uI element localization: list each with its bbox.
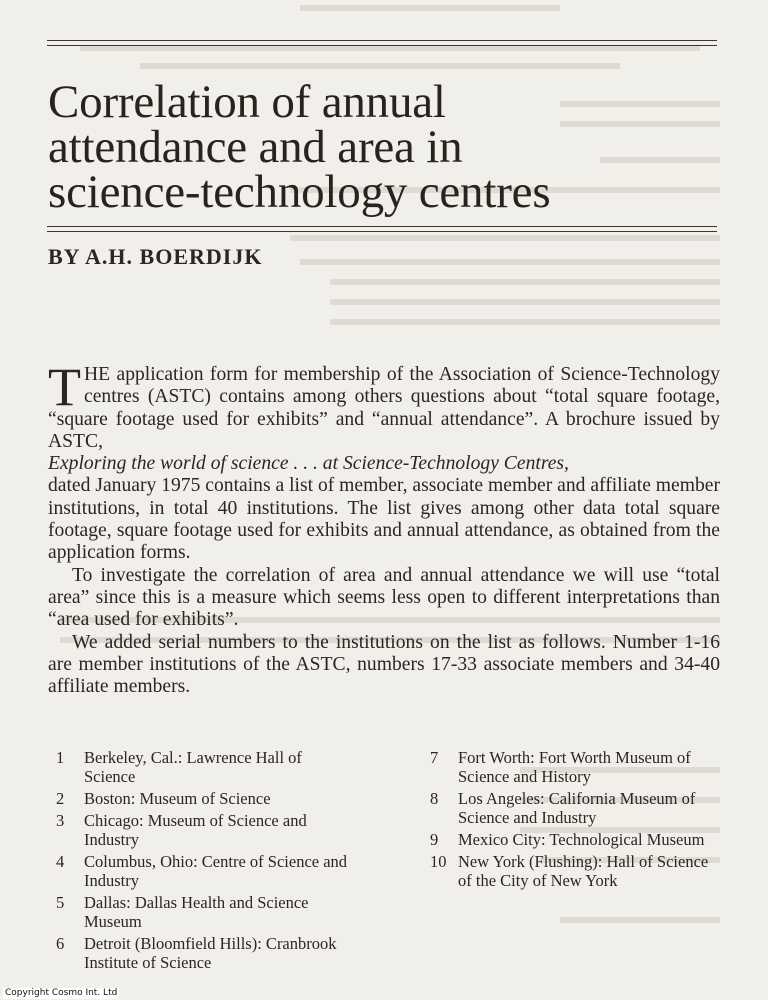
item-number: 8 xyxy=(430,789,439,808)
list-item xyxy=(48,934,348,972)
item-text: Detroit (Bloomfield Hills): Cranbrook Institute of Science xyxy=(84,934,337,972)
item-number: 10 xyxy=(430,852,447,871)
brochure-title: Exploring the world of science . . . at Science-Technology Centres, xyxy=(48,453,569,475)
list-item xyxy=(420,852,720,890)
paragraph-1-text: HE application form for membership of the Association of Science-Technology centres (ASTC) contains among others questions about “total square footage, “square footage used for exhibits” and “annual attendance”. A brochure issued by ASTC, xyxy=(48,364,720,452)
item-text: New York (Flushing): Hall of Science of the City of New York xyxy=(458,852,709,890)
item-number: 7 xyxy=(430,748,439,767)
list-item xyxy=(420,748,720,786)
item-number: 5 xyxy=(56,893,65,912)
article-title xyxy=(48,76,718,218)
list-item xyxy=(48,852,348,890)
item-text: Chicago: Museum of Science and Industry xyxy=(84,811,307,849)
item-text: Columbus, Ohio: Centre of Science and Industry xyxy=(84,852,348,890)
paragraph-1-end: dated January 1975 contains a list of member, associate member and affiliate member institutions, in total 40 institutions. The list gives among other data total square footage, square footage used for exhibits and annual attendance, as obtained from the application forms. xyxy=(48,475,720,564)
item-number: 6 xyxy=(56,934,65,953)
top-rule-1 xyxy=(47,40,717,41)
paragraph-1 xyxy=(48,357,720,565)
item-text: Mexico City: Technological Museum xyxy=(458,830,705,849)
item-text: Fort Worth: Fort Worth Museum of Science and History xyxy=(458,748,691,786)
list-item xyxy=(48,811,348,849)
item-number: 1 xyxy=(56,748,65,767)
institution-list-right-column xyxy=(420,748,720,893)
title-line-2: attendance and area in xyxy=(48,121,463,173)
institution-list-left-column xyxy=(48,748,348,975)
item-text: Boston: Museum of Science xyxy=(84,789,271,808)
paragraph-2: To investigate the correlation of area and annual attendance we will use “total area” since this is a measure which seems less open to different interpretations than “area used for exhibits”. xyxy=(48,564,720,631)
title-line-1: Correlation of annual xyxy=(48,76,446,128)
title-rule-2 xyxy=(47,231,717,232)
item-number: 9 xyxy=(430,830,439,849)
item-text: Los Angeles: California Museum of Science and Industry xyxy=(458,789,696,827)
title-rule-1 xyxy=(47,226,717,227)
item-text: Dallas: Dallas Health and Science Museum xyxy=(84,893,309,931)
copyright-watermark: Copyright Cosmo Int. Ltd xyxy=(5,988,118,998)
item-text: Berkeley, Cal.: Lawrence Hall of Science xyxy=(84,748,302,786)
item-number: 2 xyxy=(56,789,65,808)
list-item xyxy=(48,789,348,808)
item-number: 4 xyxy=(56,852,65,871)
top-rule-2 xyxy=(47,45,717,46)
list-item xyxy=(420,789,720,827)
paragraph-3: We added serial numbers to the institutions on the list as follows. Number 1-16 are member institutions of the ASTC, numbers 17-33 associate members and 34-40 affiliate members. xyxy=(48,631,720,698)
title-line-3: science-technology centres xyxy=(48,166,551,218)
list-item xyxy=(48,893,348,931)
item-number: 3 xyxy=(56,811,65,830)
list-item xyxy=(420,830,720,849)
list-item xyxy=(48,748,348,786)
drop-cap: T xyxy=(48,357,81,417)
article-body xyxy=(48,357,720,698)
author-byline: BY A.H. BOERDIJK xyxy=(48,244,263,269)
